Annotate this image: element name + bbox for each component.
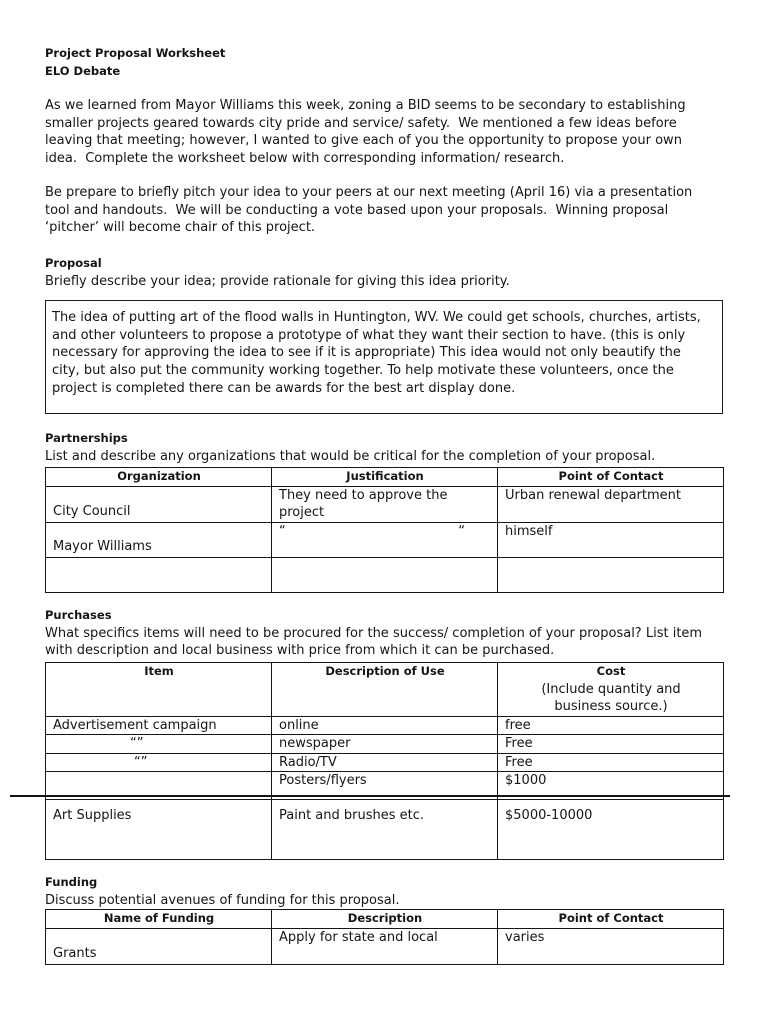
- funding-heading: Funding: [45, 875, 98, 889]
- funding-section-header: [45, 874, 399, 909]
- empty-cell: [46, 557, 272, 592]
- justification-line: project: [279, 505, 325, 520]
- cost-note-line: business source.): [554, 699, 668, 714]
- column-header-label: Cost: [596, 664, 626, 678]
- organization-cell: City Council: [46, 486, 272, 522]
- partnerships-heading: Partnerships: [45, 431, 128, 445]
- purchases-table: [45, 662, 724, 860]
- description-cell: Posters/flyers: [272, 772, 498, 800]
- cost-cell: $5000-10000: [498, 800, 724, 860]
- response-line: city, but also put the community working together. To help motivate these volunteers, once the: [52, 363, 674, 379]
- paragraph-line: As we learned from Mayor Williams this week, zoning a BID seems to be secondary to establishing: [45, 98, 686, 113]
- column-header-label: Justification: [346, 469, 424, 483]
- column-header-label: Description of Use: [325, 664, 445, 678]
- point-of-contact-cell: himself: [498, 522, 724, 557]
- title-block: [45, 45, 225, 80]
- table-row: [46, 522, 724, 557]
- partnerships-section-header: [45, 430, 655, 465]
- column-header-description: [272, 910, 498, 929]
- cost-note-line: (Include quantity and: [541, 681, 681, 697]
- column-header-label: Organization: [117, 469, 201, 483]
- purchases-prompt-line: with description and local business with price from which it can be purchased.: [45, 643, 555, 659]
- item-cell: “”: [46, 735, 272, 754]
- description-cell: online: [272, 716, 498, 735]
- table-row: [46, 486, 724, 522]
- description-cell: Radio/TV: [272, 753, 498, 772]
- description-cell: newspaper: [272, 735, 498, 754]
- column-header-organization: [46, 468, 272, 487]
- column-header-description: [272, 663, 498, 717]
- table-row: [46, 753, 724, 772]
- document-subtitle: ELO Debate: [45, 63, 121, 78]
- item-cell: Advertisement campaign: [46, 716, 272, 735]
- response-line: necessary for approving the idea to see if it is appropriate) This idea would not only beautify the: [52, 345, 681, 361]
- table-row-empty: [46, 557, 724, 592]
- empty-cell: [498, 557, 724, 592]
- proposal-response-box: [45, 300, 723, 414]
- intro-paragraph-2: [45, 184, 692, 237]
- point-of-contact-cell: varies: [498, 928, 724, 964]
- paragraph-line: Be prepare to briefly pitch your idea to your peers at our next meeting (April 16) via a presentation: [45, 185, 693, 200]
- paragraph-line: ‘pitcher’ will become chair of this project.: [45, 220, 316, 236]
- purchases-prompt-line: What specifics items will need to be procured for the success/ completion of your proposal? List item: [45, 625, 703, 641]
- ditto-mark: “: [279, 523, 286, 539]
- purchases-section-header: [45, 607, 702, 660]
- table-header-row: [46, 663, 724, 717]
- table-row: [46, 716, 724, 735]
- justification-line: They need to approve the: [279, 487, 448, 503]
- column-header-label: Description: [347, 911, 423, 925]
- table-row: [46, 735, 724, 754]
- cost-cell: Free: [498, 753, 724, 772]
- point-of-contact-cell: Urban renewal department: [498, 486, 724, 522]
- document-title: Project Proposal Worksheet: [45, 46, 226, 60]
- column-header-item: [46, 663, 272, 717]
- response-line: and other volunteers to propose a prototype of what they want their section to have. (this is only: [52, 327, 686, 343]
- cost-cell: free: [498, 716, 724, 735]
- column-header-label: Point of Contact: [558, 469, 664, 483]
- table-row: [46, 800, 724, 860]
- cost-cell: Free: [498, 735, 724, 754]
- table-header-row: [46, 910, 724, 929]
- table-row: [46, 928, 724, 964]
- intro-paragraph-1: [45, 97, 686, 168]
- proposal-prompt: Briefly describe your idea; provide rationale for giving this idea priority.: [45, 273, 510, 289]
- column-header-justification: [272, 468, 498, 487]
- horizontal-rule: [10, 795, 730, 797]
- column-header-label: Item: [144, 664, 174, 678]
- column-header-point-of-contact: [498, 910, 724, 929]
- proposal-section-header: [45, 255, 510, 290]
- proposal-heading: Proposal: [45, 256, 102, 270]
- column-header-label: Name of Funding: [103, 911, 215, 925]
- justification-cell: [272, 522, 498, 557]
- paragraph-line: idea. Complete the worksheet below with corresponding information/ research.: [45, 151, 565, 167]
- ditto-mark: “: [458, 523, 465, 539]
- column-header-label: Point of Contact: [558, 911, 664, 925]
- table-header-row: [46, 468, 724, 487]
- justification-cell: [272, 486, 498, 522]
- cost-cell: $1000: [498, 772, 724, 800]
- purchases-heading: Purchases: [45, 608, 112, 622]
- column-header-name-of-funding: [46, 910, 272, 929]
- partnerships-table: [45, 467, 724, 593]
- ditto-marks: [279, 523, 465, 541]
- organization-cell: Mayor Williams: [46, 522, 272, 557]
- funding-prompt: Discuss potential avenues of funding for this proposal.: [45, 892, 400, 908]
- paragraph-line: smaller projects geared towards city pride and service/ safety. We mentioned a few ideas before: [45, 115, 677, 131]
- funding-name-cell: Grants: [46, 928, 272, 964]
- column-header-point-of-contact: [498, 468, 724, 487]
- column-header-cost: [498, 663, 724, 717]
- response-line: project is completed there can be awards for the best art display done.: [52, 380, 516, 396]
- response-line: The idea of putting art of the flood walls in Huntington, WV. We could get schools, churches, artists,: [52, 310, 701, 325]
- description-cell: Paint and brushes etc.: [272, 800, 498, 860]
- funding-table: [45, 909, 724, 965]
- partnerships-prompt: List and describe any organizations that would be critical for the completion of your proposal.: [45, 448, 656, 464]
- empty-cell: [272, 557, 498, 592]
- item-cell: Art Supplies: [46, 800, 272, 860]
- paragraph-line: tool and handouts. We will be conducting a vote based upon your proposals. Winning proposal: [45, 202, 669, 218]
- item-cell: “”: [46, 753, 272, 772]
- paragraph-line: leaving that meeting; however, I wanted to give each of you the opportunity to propose your own: [45, 133, 682, 149]
- description-cell: Apply for state and local: [272, 928, 498, 964]
